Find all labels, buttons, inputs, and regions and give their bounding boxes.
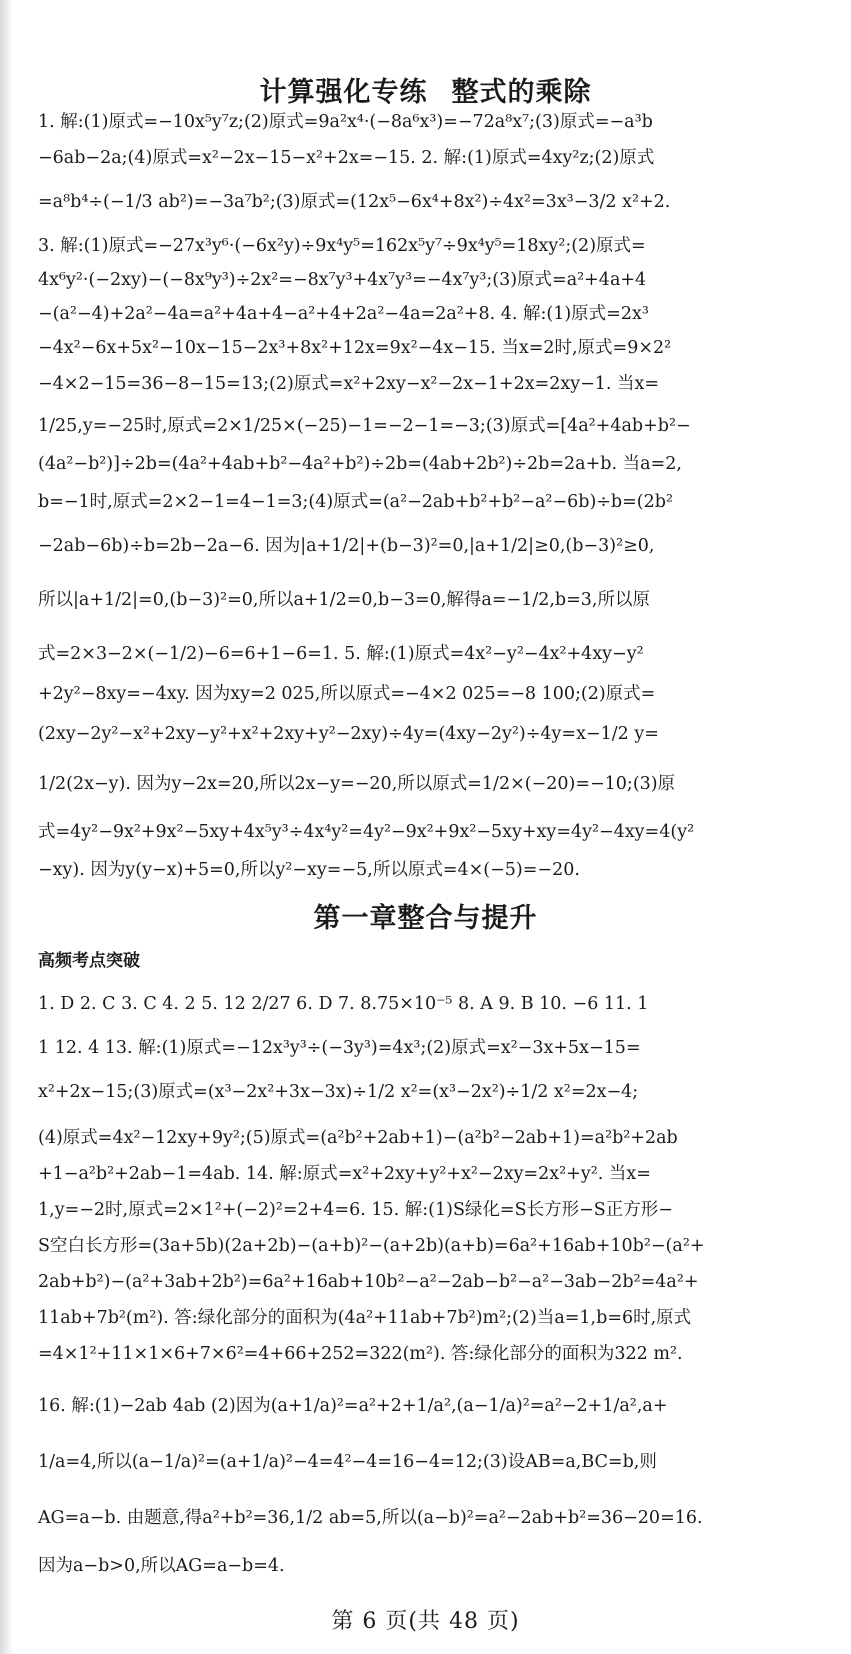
- text-line: 2ab+b²)−(a²+3ab+2b²)=6a²+16ab+10b²−a²−2ab−b²−a²−3ab−2b²=4a²+: [38, 1272, 699, 1292]
- section1-title-part1: 计算强化专练: [259, 77, 428, 108]
- text-line: 1/a=4,所以(a−1/a)²=(a+1/a)²−4=4²−4=16−4=12;(3)设AB=a,BC=b,则: [38, 1452, 657, 1472]
- text-line: −6ab−2a;(4)原式=x²−2x−15−x²+2x=−15. 2. 解:(1)原式=4xy²z;(2)原式: [38, 148, 655, 168]
- text-line: 3. 解:(1)原式=−27x³y⁶·(−6x²y)÷9x⁴y⁵=162x⁵y⁷÷9x⁴y⁵=18xy²;(2)原式=: [38, 236, 646, 256]
- text-line: 16. 解:(1)−2ab 4ab (2)因为(a+1/a)²=a²+2+1/a²,(a−1/a)²=a²−2+1/a²,a+: [38, 1396, 668, 1416]
- text-line: +2y²−8xy=−4xy. 因为xy=2 025,所以原式=−4×2 025=−8 100;(2)原式=: [38, 684, 656, 704]
- text-line: AG=a−b. 由题意,得a²+b²=36,1/2 ab=5,所以(a−b)²=a²−2ab+b²=36−20=16.: [38, 1508, 703, 1528]
- text-line: x²+2x−15;(3)原式=(x³−2x²+3x−3x)÷1/2 x²=(x³−2x²)÷1/2 x²=2x−4;: [38, 1082, 639, 1102]
- section1-title-part2: 整式的乘除: [451, 77, 592, 108]
- text-line: 式=4y²−9x²+9x²−5xy+4x⁵y³÷4x⁴y²=4y²−9x²+9x²−5xy+xy=4y²−4xy=4(y²: [38, 822, 695, 842]
- text-line: 1. 解:(1)原式=−10x⁵y⁷z;(2)原式=9a²x⁴·(−8a⁶x³)=−72a⁸x⁷;(3)原式=−a³b: [38, 112, 653, 132]
- text-line: =4×1²+11×1×6+7×6²=4+66+252=322(m²). 答:绿化部分的面积为322 m².: [38, 1344, 683, 1364]
- text-line: +1−a²b²+2ab−1=4ab. 14. 解:原式=x²+2xy+y²+x²−2xy=2x²+y². 当x=: [38, 1164, 651, 1184]
- text-line: S空白长方形=(3a+5b)(2a+2b)−(a+b)²−(a+2b)(a+b)=6a²+16ab+10b²−(a²+: [38, 1236, 705, 1256]
- text-line: −4×2−15=36−8−15=13;(2)原式=x²+2xy−x²−2x−1+2x=2xy−1. 当x=: [38, 374, 660, 394]
- text-line: 1 12. 4 13. 解:(1)原式=−12x³y³÷(−3y³)=4x³;(2)原式=x²−3x+5x−15=: [38, 1038, 641, 1058]
- text-line: (4)原式=4x²−12xy+9y²;(5)原式=(a²b²+2ab+1)−(a²b²−2ab+1)=a²b²+2ab: [38, 1128, 678, 1148]
- text-line: 1. D 2. C 3. C 4. 2 5. 12 2/27 6. D 7. 8.75×10⁻⁵ 8. A 9. B 10. −6 11. 1: [38, 994, 649, 1014]
- text-line: =a⁸b⁴÷(−1/3 ab²)=−3a⁷b²;(3)原式=(12x⁵−6x⁴+8x²)÷4x²=3x³−3/2 x²+2.: [38, 192, 671, 212]
- text-line: 4x⁶y²·(−2xy)−(−8x⁹y³)÷2x²=−8x⁷y³+4x⁷y³=−4x⁷y³;(3)原式=a²+4a+4: [38, 270, 647, 290]
- text-line: 1/2(2x−y). 因为y−2x=20,所以2x−y=−20,所以原式=1/2×(−20)=−10;(3)原: [38, 774, 676, 794]
- text-line: 所以|a+1/2|=0,(b−3)²=0,所以a+1/2=0,b−3=0,解得a=−1/2,b=3,所以原: [38, 590, 650, 610]
- text-line: 式=2×3−2×(−1/2)−6=6+1−6=1. 5. 解:(1)原式=4x²−y²−4x²+4xy−y²: [38, 644, 644, 664]
- section1-title: [0, 70, 851, 109]
- scan-edge-shadow: [0, 0, 14, 1654]
- text-line: −xy). 因为y(y−x)+5=0,所以y²−xy=−5,所以原式=4×(−5)=−20.: [38, 860, 580, 880]
- page-number-footer: 第 6 页(共 48 页): [331, 1609, 520, 1634]
- text-line: (4a²−b²)]÷2b=(4a²+4ab+b²−4a²+b²)÷2b=(4ab+2b²)÷2b=2a+b. 当a=2,: [38, 454, 682, 474]
- text-line: 11ab+7b²(m²). 答:绿化部分的面积为(4a²+11ab+7b²)m²;(2)当a=1,b=6时,原式: [38, 1308, 692, 1328]
- text-line: −(a²−4)+2a²−4a=a²+4a+4−a²+4+2a²−4a=2a²+8. 4. 解:(1)原式=2x³: [38, 304, 649, 324]
- text-line: (2xy−2y²−x²+2xy−y²+x²+2xy+y²−2xy)÷4y=(4xy−2y²)÷4y=x−1/2 y=: [38, 724, 659, 744]
- text-line: −4x²−6x+5x²−10x−15−2x³+8x²+12x=9x²−4x−15. 当x=2时,原式=9×2²: [38, 338, 672, 358]
- text-line: b=−1时,原式=2×2−1=4−1=3;(4)原式=(a²−2ab+b²+b²−a²−6b)÷b=(2b²: [38, 492, 673, 512]
- section2-title: 第一章整合与提升: [313, 903, 538, 934]
- text-line: 1/25,y=−25时,原式=2×1/25×(−25)−1=−2−1=−3;(3)原式=[4a²+4ab+b²−: [38, 416, 691, 436]
- text-line: 因为a−b>0,所以AG=a−b=4.: [38, 1556, 285, 1576]
- text-line: 1,y=−2时,原式=2×1²+(−2)²=2+4=6. 15. 解:(1)S绿化=S长方形−S正方形−: [38, 1200, 673, 1220]
- section2-subtitle: 高频考点突破: [38, 951, 140, 971]
- text-line: −2ab−6b)÷b=2b−2a−6. 因为|a+1/2|+(b−3)²=0,|a+1/2|≥0,(b−3)²≥0,: [38, 536, 655, 556]
